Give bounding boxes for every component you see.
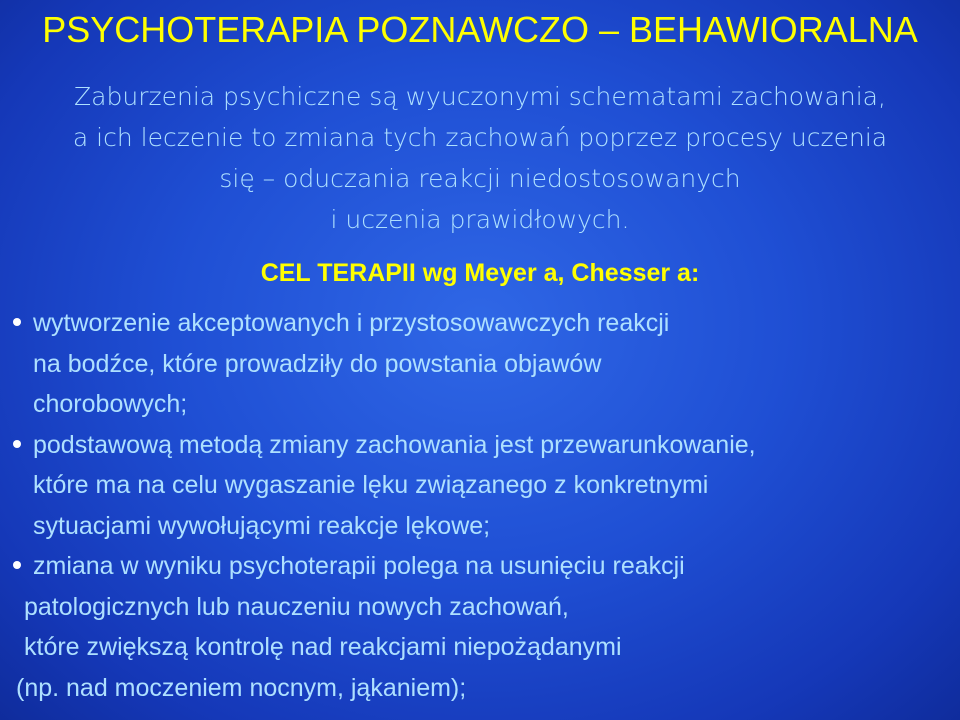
- bullet-list: [0, 303, 960, 708]
- bullet-line: sytuacjami wywołującymi reakcje lękowe;: [33, 511, 491, 540]
- bullet-line: zmiana w wyniku psychoterapii polega na usunięciu reakcji: [33, 552, 685, 580]
- bullet-line: (np. nad moczeniem nocnym, jąkaniem);: [16, 673, 467, 702]
- bullet-line: które zwiększą kontrolę nad reakcjami niepożądanymi: [24, 633, 622, 661]
- bullet-dot-icon: [13, 440, 21, 448]
- bullet-item: [0, 425, 960, 547]
- bullet-line: wytworzenie akceptowanych i przystosowawczych reakcji: [33, 309, 670, 337]
- intro-line: Zaburzenia psychiczne są wyuczonymi schematami zachowania,: [74, 82, 886, 111]
- slide-title: PSYCHOTERAPIA POZNAWCZO – BEHAWIORALNA: [42, 9, 918, 50]
- intro-line: się – oduczania reakcji niedostosowanych: [219, 164, 741, 193]
- bullet-line: patologicznych lub nauczeniu nowych zachowań,: [24, 592, 569, 621]
- bullet-line: podstawową metodą zmiany zachowania jest przewarunkowanie,: [33, 430, 756, 459]
- bullet-line: chorobowych;: [33, 390, 188, 418]
- bullet-item: [0, 303, 960, 425]
- bullet-dot-icon: [13, 318, 21, 326]
- intro-line: a ich leczenie to zmiana tych zachowań poprzez procesy uczenia: [72, 123, 888, 152]
- intro-line: i uczenia prawidłowych.: [330, 205, 630, 234]
- therapy-goal-heading: CEL TERAPII wg Meyer a, Chesser a:: [260, 259, 700, 287]
- bullet-dot-icon: [13, 561, 21, 569]
- intro-paragraph: [0, 76, 960, 240]
- bullet-item: [0, 546, 960, 708]
- bullet-line: na bodźce, które prowadziły do powstania objawów: [33, 349, 602, 378]
- bullet-line: które ma na celu wygaszanie lęku związanego z konkretnymi: [33, 471, 709, 499]
